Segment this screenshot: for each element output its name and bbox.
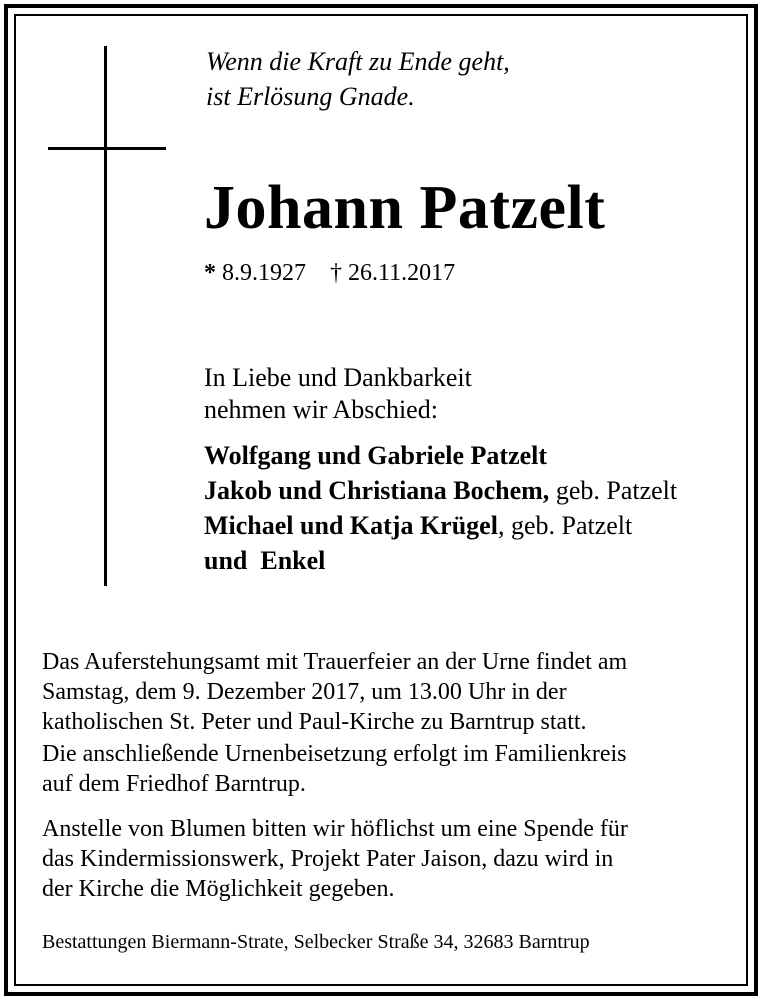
paragraph-line: katholischen St. Peter und Paul-Kirche zu Barntrup statt. — [42, 709, 587, 735]
farewell-line: In Liebe und Dankbarkeit — [204, 363, 472, 392]
cross-vertical-bar — [104, 46, 107, 586]
cross-horizontal-bar — [48, 147, 166, 150]
deceased-name: Johann Patzelt — [204, 174, 606, 242]
life-dates — [204, 258, 455, 288]
paragraph-line: Das Auferstehungsamt mit Trauerfeier an der Urne findet am — [42, 649, 628, 675]
mourner-suffix: , geb. Patzelt — [497, 511, 633, 540]
death-date: 26.11.2017 — [348, 260, 456, 286]
paragraph-line: Anstelle von Blumen bitten wir höflichst um eine Spende für — [42, 816, 628, 842]
paragraph-line: der Kirche die Möglichkeit gegeben. — [42, 876, 395, 902]
death-symbol: † — [330, 260, 342, 286]
mourner-names: Michael und Katja Krügel — [204, 511, 498, 540]
farewell-text — [204, 362, 472, 426]
mourner-suffix: geb. Patzelt — [549, 476, 678, 505]
farewell-line: nehmen wir Abschied: — [204, 395, 438, 424]
paragraph-line: Samstag, dem 9. Dezember 2017, um 13.00 Uhr in der — [42, 679, 567, 705]
service-paragraph — [42, 647, 627, 737]
burial-paragraph — [42, 739, 626, 799]
paragraph-line: das Kindermissionswerk, Projekt Pater Jaison, dazu wird in — [42, 846, 614, 872]
motto-line: ist Erlösung Gnade. — [206, 82, 415, 111]
mourner-entry — [204, 438, 677, 473]
birth-symbol: * — [204, 260, 216, 286]
paragraph-line: Die anschließende Urnenbeisetzung erfolgt im Familienkreis — [42, 741, 627, 767]
paragraph-line: auf dem Friedhof Barntrup. — [42, 771, 306, 797]
mourner-entry — [204, 508, 677, 543]
funeral-home-footer: Bestattungen Biermann-Strate, Selbecker Straße 34, 32683 Barntrup — [42, 931, 590, 953]
mourners-list — [204, 438, 677, 578]
mourner-entry — [204, 543, 677, 578]
donation-paragraph — [42, 814, 628, 904]
birth-date: 8.9.1927 — [222, 260, 306, 286]
mourner-entry — [204, 473, 677, 508]
motto-line: Wenn die Kraft zu Ende geht, — [206, 47, 510, 76]
mourner-names: und Enkel — [204, 546, 326, 575]
mourner-names: Jakob und Christiana Bochem, — [204, 476, 550, 505]
motto — [206, 44, 510, 114]
mourner-names: Wolfgang und Gabriele Patzelt — [204, 441, 548, 470]
